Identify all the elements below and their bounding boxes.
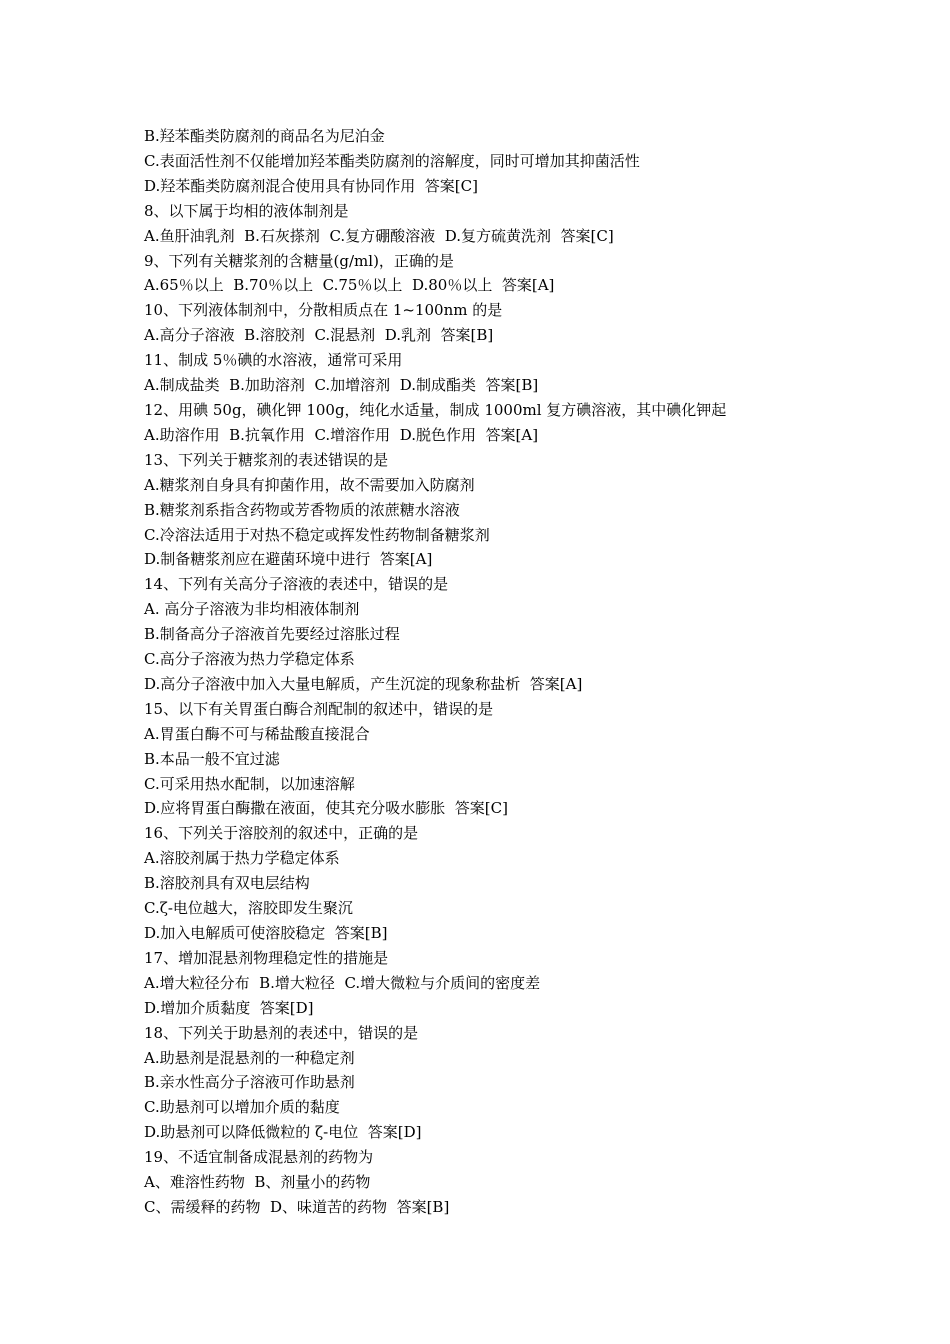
text-line: C.高分子溶液为热力学稳定体系 bbox=[144, 650, 355, 669]
text-line: B.制备高分子溶液首先要经过溶胀过程 bbox=[144, 625, 400, 644]
text-line: A.鱼肝油乳剂 B.石灰搽剂 C.复方硼酸溶液 D.复方硫黄洗剂 答案[C] bbox=[144, 226, 614, 245]
question-14: 14、下列有关高分子溶液的表述中，错误的是 bbox=[144, 575, 449, 594]
text-line: A.助溶作用 B.抗氧作用 C.增溶作用 D.脱色作用 答案[A] bbox=[144, 425, 539, 444]
text-line: D.助悬剂可以降低微粒的 ζ-电位 答案[D] bbox=[144, 1123, 422, 1142]
text-line: C、需缓释的药物 D、味道苦的药物 答案[B] bbox=[144, 1197, 450, 1216]
text-line: B.羟苯酯类防腐剂的商品名为尼泊金 bbox=[144, 127, 385, 145]
text-line: A.溶胶剂属于热力学稳定体系 bbox=[144, 849, 340, 868]
text-line: D.增加介质黏度 答案[D] bbox=[144, 998, 314, 1017]
question-12: 12、用碘 50g，碘化钾 100g，纯化水适量，制成 1000ml 复方碘溶液，其中碘化钾起 bbox=[144, 400, 727, 419]
text-line: C.ζ-电位越大，溶胶即发生聚沉 bbox=[144, 899, 353, 918]
text-line: C.助悬剂可以增加介质的黏度 bbox=[144, 1098, 340, 1117]
text-line: C.表面活性剂不仅能增加羟苯酯类防腐剂的溶解度，同时可增加其抑菌活性 bbox=[144, 151, 640, 170]
text-line: B.溶胶剂具有双电层结构 bbox=[144, 874, 310, 893]
text-line: C.可采用热水配制，以加速溶解 bbox=[144, 774, 355, 793]
text-line: A.糖浆剂自身具有抑菌作用，故不需要加入防腐剂 bbox=[144, 475, 475, 494]
text-line: A.增大粒径分布 B.增大粒径 C.增大微粒与介质间的密度差 bbox=[144, 973, 541, 992]
text-line: A.胃蛋白酶不可与稀盐酸直接混合 bbox=[144, 724, 370, 743]
text-line: D.羟苯酯类防腐剂混合使用具有协同作用 答案[C] bbox=[144, 176, 478, 195]
question-17: 17、增加混悬剂物理稳定性的措施是 bbox=[144, 948, 389, 967]
text-line: D.应将胃蛋白酶撒在液面，使其充分吸水膨胀 答案[C] bbox=[144, 799, 508, 818]
question-10: 10、下列液体制剂中，分散相质点在 1~100nm 的是 bbox=[144, 301, 503, 320]
text-line: A.制成盐类 B.加助溶剂 C.加增溶剂 D.制成酯类 答案[B] bbox=[144, 376, 539, 395]
text-line: D.加入电解质可使溶胶稳定 答案[B] bbox=[144, 924, 388, 942]
text-line: D.制备糖浆剂应在避菌环境中进行 答案[A] bbox=[144, 550, 433, 569]
question-16: 16、下列关于溶胶剂的叙述中，正确的是 bbox=[144, 824, 419, 843]
text-line: A.高分子溶液 B.溶胶剂 C.混悬剂 D.乳剂 答案[B] bbox=[144, 326, 494, 345]
text-line: A.助悬剂是混悬剂的一种稳定剂 bbox=[144, 1048, 355, 1067]
text-line: D.高分子溶液中加入大量电解质，产生沉淀的现象称盐析 答案[A] bbox=[144, 674, 583, 693]
text-line: B.本品一般不宜过滤 bbox=[144, 749, 280, 768]
text-line: A. 高分子溶液为非均相液体制剂 bbox=[144, 600, 360, 619]
text-line: C.冷溶法适用于对热不稳定或挥发性药物制备糖浆剂 bbox=[144, 525, 490, 544]
text-line: A.65％以上 B.70％以上 C.75％以上 D.80％以上 答案[A] bbox=[144, 276, 555, 295]
text-line: A、难溶性药物 B、剂量小的药物 bbox=[144, 1173, 371, 1192]
question-9: 9、下列有关糖浆剂的含糖量(g/ml)，正确的是 bbox=[144, 251, 454, 270]
question-11: 11、制成 5％碘的水溶液，通常可采用 bbox=[144, 351, 403, 370]
document-body bbox=[144, 124, 844, 1220]
question-18: 18、下列关于助悬剂的表述中，错误的是 bbox=[144, 1023, 419, 1042]
question-13: 13、下列关于糖浆剂的表述错误的是 bbox=[144, 450, 389, 469]
question-15: 15、以下有关胃蛋白酶合剂配制的叙述中，错误的是 bbox=[144, 699, 494, 718]
question-8: 8、以下属于均相的液体制剂是 bbox=[144, 201, 349, 220]
text-line: B.亲水性高分子溶液可作助悬剂 bbox=[144, 1073, 355, 1092]
question-19: 19、不适宜制备成混悬剂的药物为 bbox=[144, 1148, 374, 1167]
text-line: B.糖浆剂系指含药物或芳香物质的浓蔗糖水溶液 bbox=[144, 500, 460, 519]
